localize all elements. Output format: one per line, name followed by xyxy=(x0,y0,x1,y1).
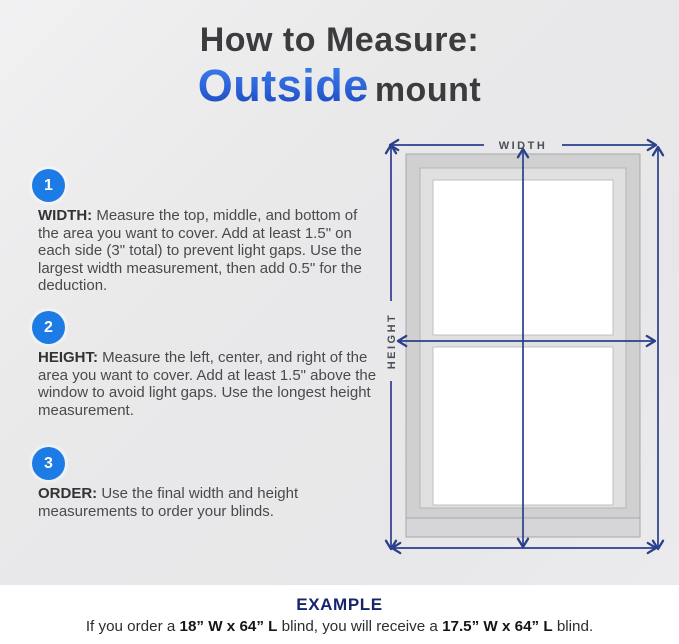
step-order-text xyxy=(38,485,380,520)
example-suffix: blind. xyxy=(552,618,594,635)
window-measurement-diagram xyxy=(378,135,670,560)
title-suffix-mount: mount xyxy=(374,70,482,109)
title-line-2 xyxy=(0,59,679,111)
window-diagram-svg xyxy=(378,135,670,560)
example-heading: EXAMPLE xyxy=(296,595,383,614)
height-label: HEIGHT xyxy=(386,312,398,370)
example-size-ordered: 18” W x 64” L xyxy=(179,618,278,635)
step-height-text xyxy=(38,349,380,419)
step-order-heading: ORDER: xyxy=(38,485,98,502)
example-sentence xyxy=(0,618,679,635)
step-width-text xyxy=(38,207,380,295)
title-line-1: How to Measure: xyxy=(199,21,480,59)
width-label: WIDTH xyxy=(498,140,548,152)
step-number-badge: 2 xyxy=(32,311,65,344)
step-height-heading: HEIGHT: xyxy=(38,349,98,366)
example-footer xyxy=(0,585,679,644)
step-width-heading: WIDTH: xyxy=(38,207,93,224)
step-number-badge: 3 xyxy=(32,447,65,480)
step-width xyxy=(32,169,380,295)
step-number-badge: 1 xyxy=(32,169,65,202)
step-order xyxy=(32,447,380,520)
example-size-received: 17.5” W x 64” L xyxy=(442,618,553,635)
title-highlight-outside: Outside xyxy=(197,59,369,111)
step-order-body: Use the final width and height measurements to order your blinds. xyxy=(38,485,299,520)
page-title xyxy=(0,22,679,110)
step-width-body: Measure the top, middle, and bottom of the area you want to cover. Add at least 1.5" on each side (3" total) to prevent light gaps. Use the largest width measurement, then add 0.5" for the deduction. xyxy=(38,207,362,294)
step-height xyxy=(32,311,380,419)
step-height-body: Measure the left, center, and right of the area you want to cover. Add at least 1.5" above the window to avoid light gaps. Use the longest height measurement. xyxy=(38,349,377,419)
example-middle: blind, you will receive a xyxy=(277,618,443,635)
example-prefix: If you order a xyxy=(85,618,180,635)
